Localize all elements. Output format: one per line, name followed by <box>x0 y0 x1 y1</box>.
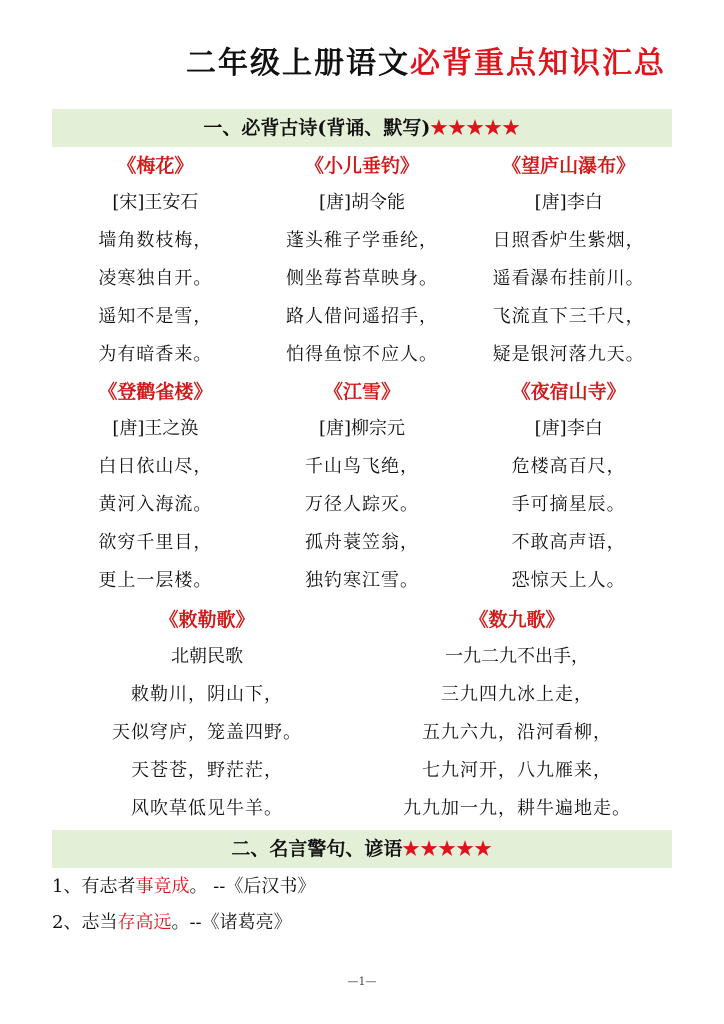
poem-meihua <box>52 148 259 374</box>
poem-line: 危楼高百尺， <box>511 456 626 477</box>
poem-jiangxue <box>259 374 466 600</box>
poem-author: [唐]李白 <box>534 192 603 213</box>
quote-item <box>52 870 315 904</box>
poem-line: 遥看瀑布挂前川。 <box>492 268 645 289</box>
poem-title: 《登鹳雀楼》 <box>98 381 213 403</box>
poem-title: 《敕勒歌》 <box>159 609 255 631</box>
poem-yesushansi <box>465 374 672 600</box>
quote-highlight: 存高远 <box>117 912 172 933</box>
poem-title: 《夜宿山寺》 <box>511 381 626 403</box>
quote-suffix: 。--《诸葛亮》 <box>171 912 292 933</box>
poem-line: 疑是银河落九天。 <box>492 344 645 365</box>
poem-title: 《江雪》 <box>324 381 401 403</box>
poem-line: 敕勒川，阴山下， <box>131 684 283 705</box>
quote-highlight: 事竟成 <box>135 876 190 897</box>
poem-author: 北朝民歌 <box>171 646 243 667</box>
poem-author: [唐]李白 <box>534 418 603 439</box>
poem-line: 孤舟蓑笠翁， <box>305 532 419 553</box>
poem-title: 《梅花》 <box>117 155 194 177</box>
poem-line: 凌寒独自开。 <box>98 268 213 289</box>
poem-author: [唐]王之涣 <box>112 418 199 439</box>
poem-line: 更上一层楼。 <box>98 570 213 591</box>
poem-line: 侧坐莓苔草映身。 <box>286 268 438 289</box>
poem-wanglushanpubu <box>465 148 672 374</box>
poem-line: 千山鸟飞绝， <box>305 456 419 477</box>
poem-line: 风吹草低见牛羊。 <box>131 798 283 819</box>
section2-label: 二、名言警句、谚语 <box>231 838 403 860</box>
poem-line: 飞流直下三千尺， <box>492 306 645 327</box>
poem-title: 《小儿垂钓》 <box>305 155 420 177</box>
poem-author: [宋]王安石 <box>112 192 199 213</box>
poem-line: 独钓寒江雪。 <box>305 570 419 591</box>
quote-prefix: 2、志当 <box>52 912 118 933</box>
page-number: —1— <box>347 975 377 988</box>
poem-line: 恐惊天上人。 <box>511 570 626 591</box>
poem-chilege <box>52 602 362 828</box>
section1-stars: ★★★★★ <box>430 117 521 139</box>
poem-line: 路人借问遥招手， <box>286 306 438 327</box>
poem-line: 白日依山尽， <box>98 456 213 477</box>
poem-row-1 <box>52 148 672 374</box>
poem-line: 蓬头稚子学垂纶， <box>286 230 438 251</box>
poem-line: 为有暗香来。 <box>98 344 213 365</box>
quote-item <box>52 906 292 940</box>
poem-line: 天似穹庐，笼盖四野。 <box>112 722 302 743</box>
poem-dengquequelou <box>52 374 259 600</box>
title-red-part: 必背重点知识汇总 <box>410 46 666 81</box>
poem-line: 日照香炉生紫烟， <box>492 230 645 251</box>
poem-line: 遥知不是雪， <box>98 306 213 327</box>
poem-line: 手可摘星辰。 <box>511 494 626 515</box>
section1-label: 一、必背古诗(背诵、默写) <box>203 117 431 139</box>
quote-prefix: 1、有志者 <box>52 876 136 897</box>
poem-title: 《数九歌》 <box>469 609 565 631</box>
poem-line: 三九四九冰上走， <box>441 684 593 705</box>
poem-title: 《望庐山瀑布》 <box>502 155 636 177</box>
poem-line: 黄河入海流。 <box>98 494 213 515</box>
poem-author: [唐]胡令能 <box>318 192 406 213</box>
poem-line: 不敢高声语， <box>511 532 626 553</box>
poem-line: 怕得鱼惊不应人。 <box>286 344 438 365</box>
section1-header <box>52 109 672 147</box>
poem-first-line: 一九二九不出手， <box>445 646 589 667</box>
poem-line: 五九六九，沿河看柳， <box>422 722 612 743</box>
title-black-part: 二年级上册语文 <box>186 46 410 81</box>
poem-row-3 <box>52 602 672 828</box>
poem-line: 天苍苍，野茫茫， <box>131 760 283 781</box>
page-title <box>186 38 666 82</box>
poem-line: 七九河开，八九雁来， <box>422 760 612 781</box>
poem-xiaoerchuidiao <box>259 148 466 374</box>
poem-shujiuge <box>362 602 672 828</box>
quote-suffix: 。 --《后汉书》 <box>189 876 316 897</box>
poem-line: 九九加一九，耕牛遍地走。 <box>403 798 631 819</box>
poem-line: 墙角数枝梅， <box>98 230 213 251</box>
section2-stars: ★★★★★ <box>402 838 493 860</box>
poem-line: 万径人踪灭。 <box>305 494 419 515</box>
poem-row-2 <box>52 374 672 600</box>
poem-line: 欲穷千里目， <box>98 532 213 553</box>
poem-author: [唐]柳宗元 <box>318 418 406 439</box>
section2-header <box>52 830 672 868</box>
